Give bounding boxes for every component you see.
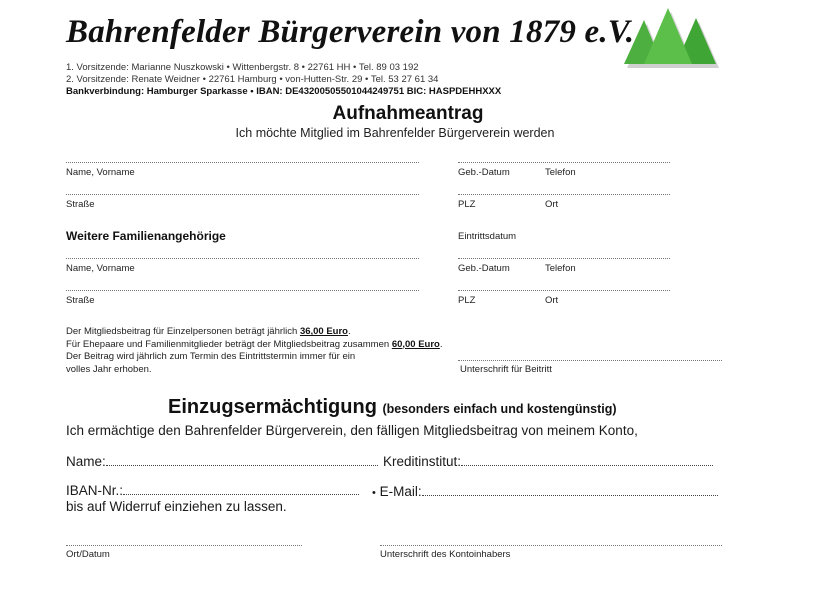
- fee-line-3: Der Beitrag wird jährlich zum Termin des Eintrittstermin immer für ein: [66, 351, 356, 362]
- family-name-field[interactable]: [66, 258, 419, 259]
- dob-phone-field[interactable]: [458, 162, 670, 163]
- family-phone-label: Telefon: [545, 263, 576, 274]
- revoke-text: bis auf Widerruf einziehen zu lassen.: [66, 499, 287, 514]
- iban-label: IBAN-Nr.:: [66, 483, 124, 498]
- family-heading: Weitere Familienangehörige: [66, 229, 226, 243]
- trees-logo-icon: [618, 6, 724, 72]
- holder-signature-label: Unterschrift des Kontoinhabers: [380, 549, 511, 560]
- email-row: [372, 484, 718, 499]
- family-street-label: Straße: [66, 295, 95, 306]
- street-field[interactable]: [66, 194, 419, 195]
- fee-note: [66, 326, 443, 376]
- account-name-label: Name:: [66, 454, 106, 469]
- zip-label: PLZ: [458, 199, 476, 210]
- bank-details: Bankverbindung: Hamburger Sparkasse • IBAN: DE43200505501044249751 BIC: HASPDEHHXXX: [66, 86, 502, 97]
- fee-line-1: Der Mitgliedsbeitrag für Einzelpersonen beträgt jährlich 36,00 Euro.: [66, 326, 351, 337]
- family-dob-label: Geb.-Datum: [458, 263, 510, 274]
- email-label: E-Mail:: [379, 484, 422, 499]
- place-date-field[interactable]: [66, 545, 302, 546]
- bank-name-row: [383, 454, 713, 469]
- account-name-row: [66, 454, 378, 469]
- dob-label: Geb.-Datum: [458, 167, 510, 178]
- club-title: Bahrenfelder Bürgerverein von 1879 e.V.: [66, 14, 635, 50]
- city-label: Ort: [545, 199, 559, 210]
- family-city-label: Ort: [545, 295, 559, 306]
- name-label: Name, Vorname: [66, 167, 135, 178]
- signature-field[interactable]: [458, 360, 722, 361]
- fee-line-2: Für Ehepaare und Familienmitglieder beträgt der Mitgliedsbeitrag zusammen 60,00 Euro.: [66, 338, 443, 350]
- fee-line-4: volles Jahr erhoben.: [66, 363, 152, 375]
- zip-city-field[interactable]: [458, 194, 670, 195]
- chair-line-1: 1. Vorsitzende: Marianne Nuszkowski • Wittenbergstr. 8 • 22761 HH • Tel. 89 03 192: [66, 62, 419, 73]
- chair-line-2: 2. Vorsitzende: Renate Weidner • 22761 Hamburg • von-Hutten-Str. 29 • Tel. 53 27 61 34: [66, 74, 439, 85]
- bank-name-label: Kreditinstitut:: [383, 454, 462, 469]
- email-bullet: •: [372, 487, 376, 499]
- holder-signature-field[interactable]: [380, 545, 722, 546]
- iban-row: [66, 483, 359, 498]
- family-name-label: Name, Vorname: [66, 263, 135, 274]
- street-label: Straße: [66, 199, 95, 210]
- phone-label: Telefon: [545, 167, 576, 178]
- mandate-text: Ich ermächtige den Bahrenfelder Bürgerverein, den fälligen Mitgliedsbeitrag von meinem Konto,: [66, 423, 638, 438]
- email-field[interactable]: [422, 485, 718, 496]
- signature-label: Unterschrift für Beitritt: [460, 364, 552, 375]
- family-zip-label: PLZ: [458, 295, 476, 306]
- application-subheading: Ich möchte Mitglied im Bahrenfelder Bürgerverein werden: [235, 126, 555, 140]
- name-field[interactable]: [66, 162, 419, 163]
- place-date-label: Ort/Datum: [66, 549, 110, 560]
- application-heading: Aufnahmeantrag: [332, 103, 484, 124]
- bank-name-field[interactable]: [461, 455, 713, 466]
- entry-date-label: Eintrittsdatum: [458, 231, 517, 242]
- mandate-heading: Einzugsermächtigung (besonders einfach und kostengünstig): [168, 396, 617, 418]
- account-name-field[interactable]: [106, 455, 378, 466]
- family-zip-city-field[interactable]: [458, 290, 670, 291]
- family-street-field[interactable]: [66, 290, 419, 291]
- iban-field[interactable]: [123, 484, 359, 495]
- family-dob-phone-field[interactable]: [458, 258, 670, 259]
- mandate-heading-note: (besonders einfach und kostengünstig): [382, 402, 617, 416]
